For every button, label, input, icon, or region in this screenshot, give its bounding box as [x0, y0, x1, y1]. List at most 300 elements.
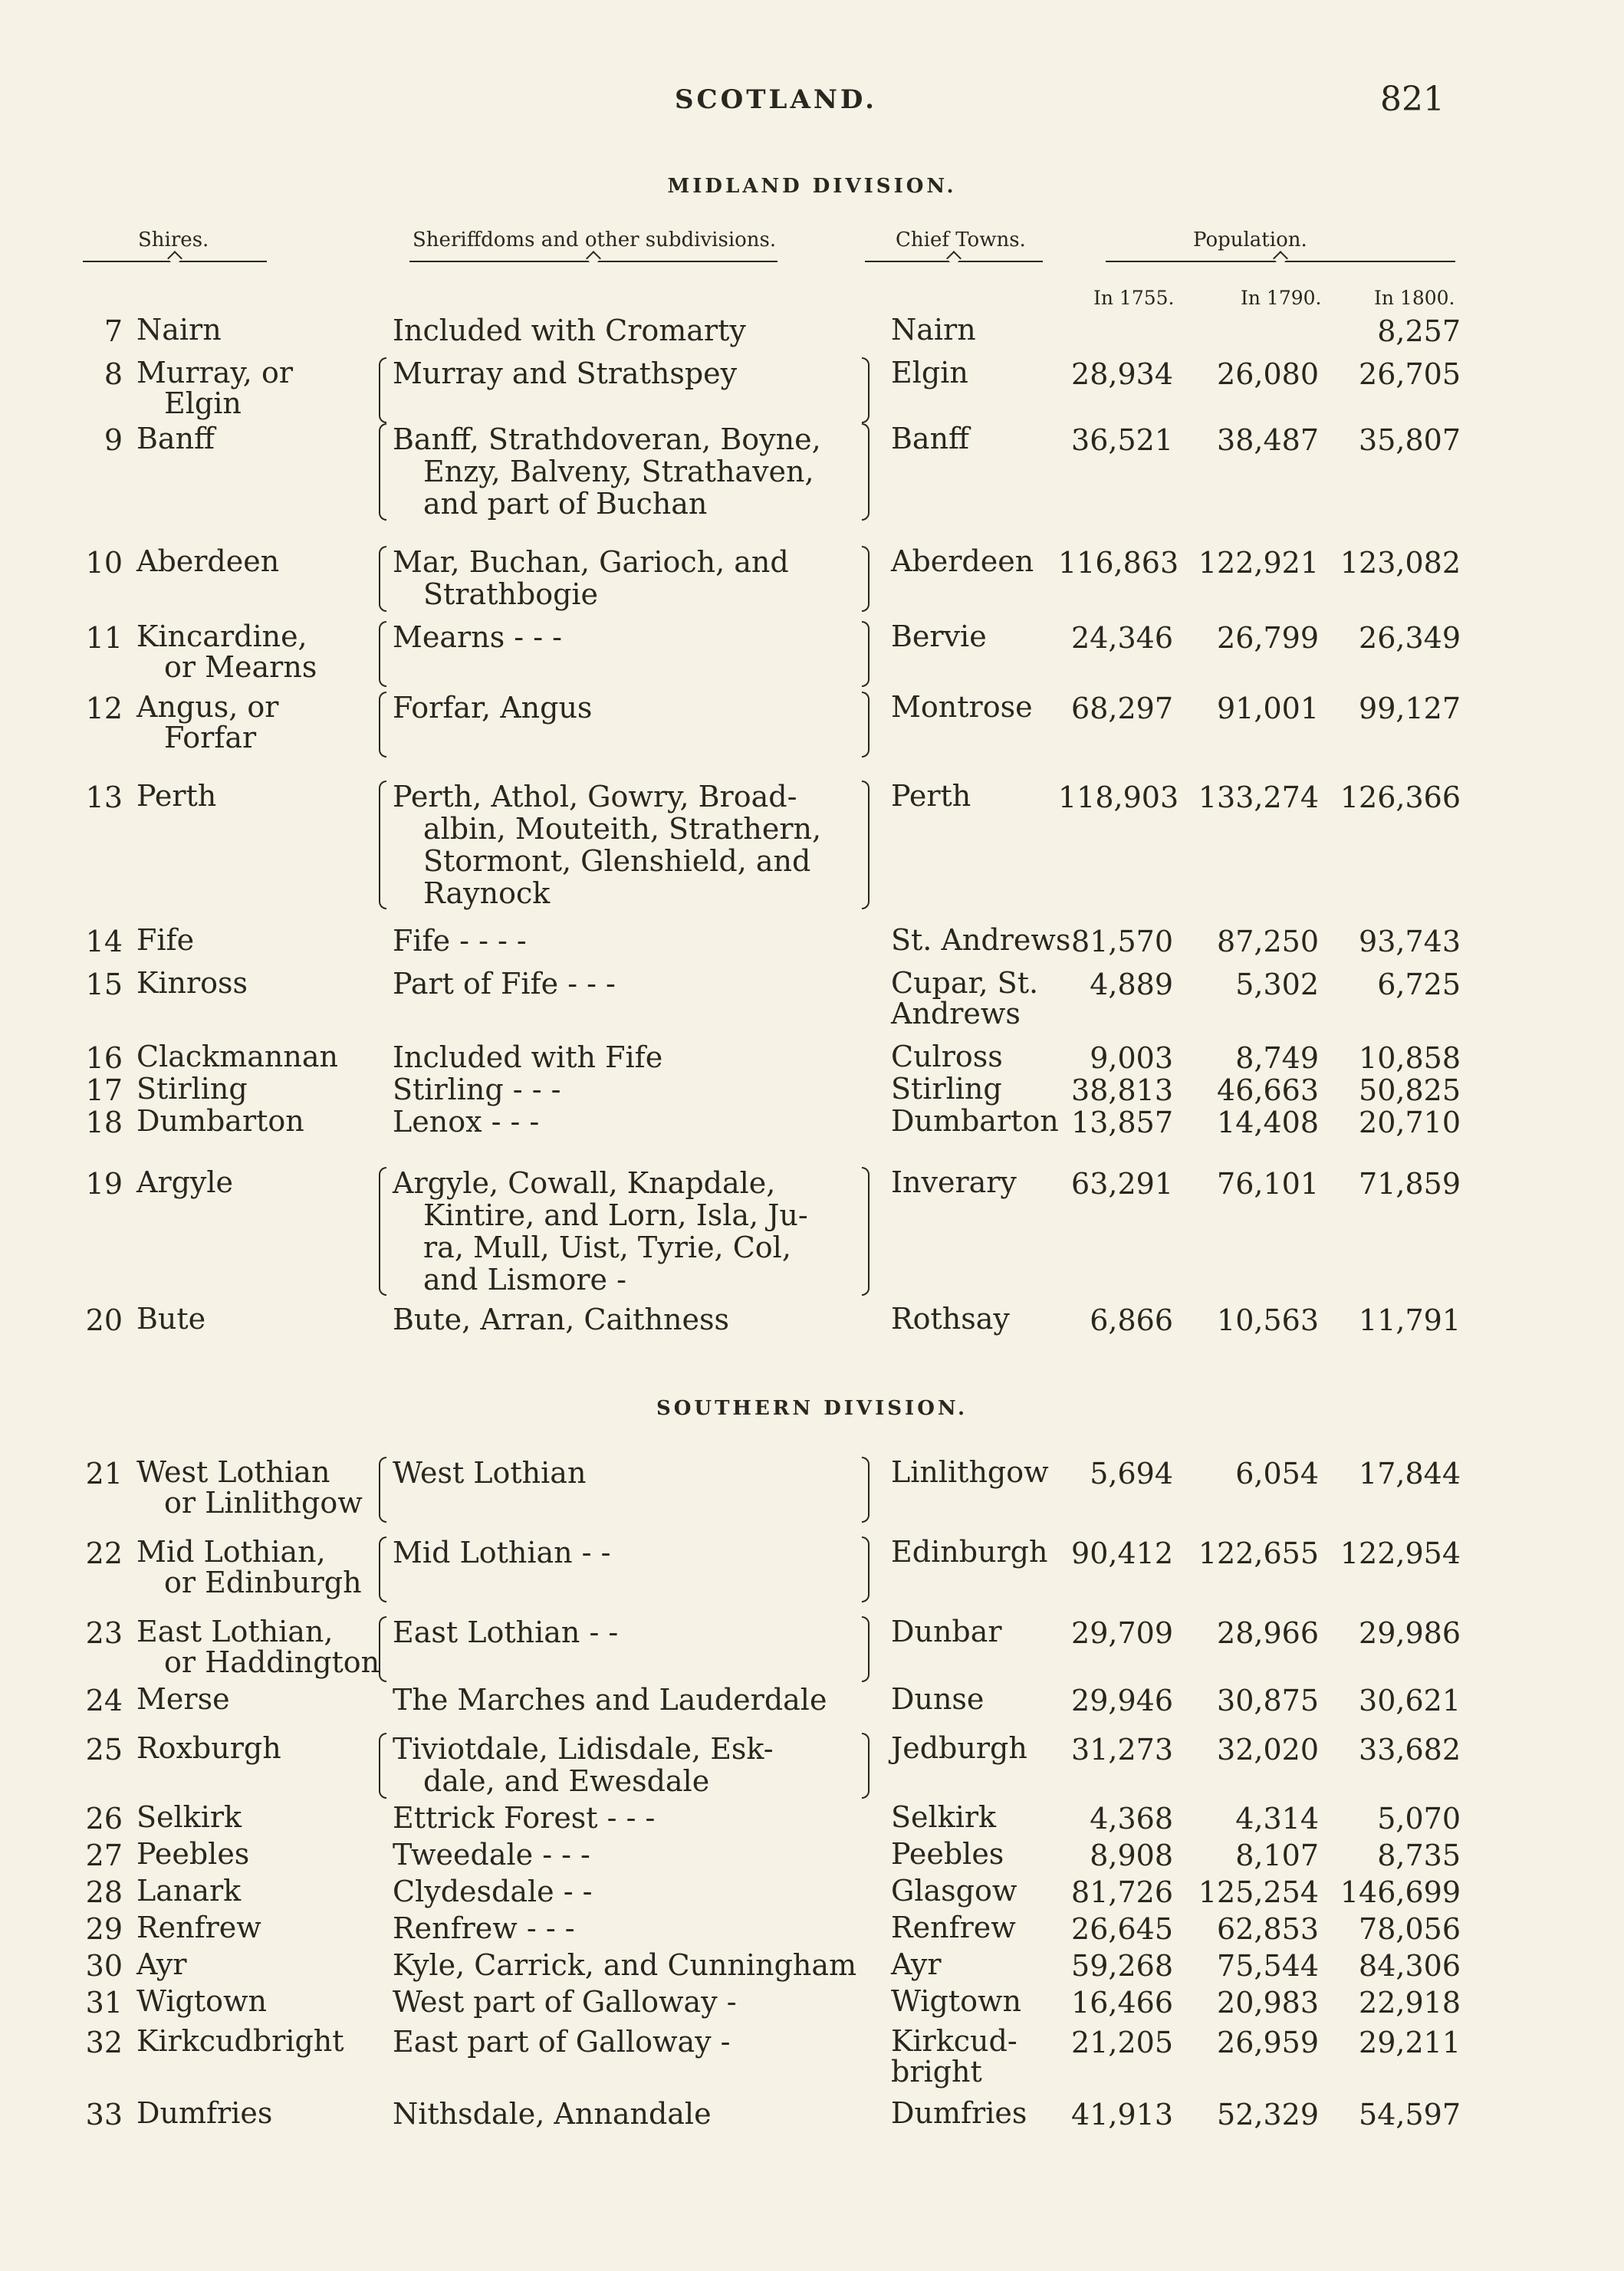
shire-name-line: Dumbarton: [136, 1104, 304, 1138]
col-head-population: Population.: [1193, 228, 1307, 251]
subdivision-text-line: Kintire, and Lorn, Isla, Ju-: [423, 1198, 808, 1232]
chief-town: [891, 2098, 1027, 2128]
population-1790: 122,921: [1198, 546, 1319, 580]
shire-name-line: Lanark: [136, 1874, 242, 1908]
chief-town: [891, 1986, 1021, 2016]
population-1755: 9,003: [1090, 1041, 1173, 1075]
shire-name-line: or Haddington: [164, 1645, 380, 1679]
population-1790: 10,563: [1217, 1303, 1319, 1337]
shire-name-line: Ayr: [136, 1947, 187, 1981]
population-1755: 90,412: [1071, 1536, 1173, 1570]
subdivision-text: [393, 1949, 856, 1981]
brace-left: [379, 1733, 386, 1799]
chief-town-line: Nairn: [891, 313, 976, 347]
shire-name-line: Elgin: [164, 386, 242, 420]
population-1790: 75,544: [1217, 1949, 1319, 1983]
shire-name-line: Renfrew: [136, 1911, 261, 1944]
chief-town-line: Wigtown: [891, 1984, 1022, 2018]
population-1800: 26,705: [1359, 357, 1461, 391]
subdivision-text: [393, 1167, 808, 1296]
chief-town-line: Culross: [891, 1040, 1003, 1073]
shire-name: [136, 1106, 304, 1136]
row-number: 24: [85, 1684, 123, 1717]
row-number: 9: [104, 423, 123, 457]
running-head: [0, 80, 1624, 130]
subdivision-text: [393, 1303, 729, 1336]
subdivision-text: [393, 314, 746, 347]
subdivision-text: [393, 692, 592, 724]
population-1800: 54,597: [1359, 2098, 1461, 2131]
subdivision-text-line: Enzy, Balveny, Strathaven,: [423, 455, 814, 488]
subdivision-text-line: Tweedale - - -: [393, 1838, 590, 1872]
shire-name-line: or Mearns: [164, 650, 317, 684]
chief-town: [891, 1536, 1047, 1567]
shire-name: [136, 1684, 230, 1714]
population-1800: 29,986: [1359, 1616, 1461, 1650]
subdivision-text-line: Stormont, Glenshield, and: [423, 844, 811, 878]
brace-left: [379, 1457, 386, 1523]
population-1790: 30,875: [1217, 1684, 1319, 1717]
row-number: 11: [85, 621, 123, 655]
subdivision-text-line: East part of Galloway -: [393, 2025, 731, 2059]
shire-name-line: or Edinburgh: [164, 1566, 362, 1599]
chief-town-line: Rothsay: [891, 1302, 1010, 1336]
chief-town-line: Banff: [891, 422, 970, 455]
chief-town-line: Renfrew: [891, 1911, 1016, 1944]
shire-name-line: Wigtown: [136, 1984, 268, 2018]
subdivision-text: [393, 1684, 827, 1716]
subdivision-text: [393, 1073, 561, 1106]
shire-name: [136, 1875, 241, 1906]
row-number: 17: [85, 1073, 123, 1107]
population-1800: 8,735: [1377, 1839, 1461, 1872]
shire-name: [136, 1802, 242, 1832]
population-1790: 32,020: [1217, 1733, 1319, 1767]
subdivision-text-line: Stirling - - -: [393, 1073, 561, 1106]
population-1790: 133,274: [1198, 781, 1319, 814]
shire-name-line: Argyle: [136, 1165, 234, 1199]
shire-name: [136, 357, 293, 419]
population-1790: 26,959: [1217, 2026, 1319, 2059]
shire-name-line: Clackmannan: [136, 1040, 338, 1073]
subdivision-text-line: Included with Fife: [393, 1040, 663, 1074]
population-1800: 123,082: [1340, 546, 1461, 580]
brace-right: [862, 621, 870, 687]
chief-town-line: Elgin: [891, 356, 968, 389]
population-1790: 87,250: [1217, 925, 1319, 958]
row-number: 27: [85, 1839, 123, 1872]
population-1755: 116,863: [1058, 546, 1179, 580]
subdivision-text: [393, 781, 821, 909]
row-number: 15: [85, 968, 123, 1001]
row-number: 31: [85, 1986, 123, 2020]
row-number: 19: [85, 1167, 123, 1201]
subdivision-text: [393, 423, 821, 520]
shire-name-line: West Lothian: [136, 1455, 330, 1489]
subdivision-text-line: Mearns - - -: [393, 620, 562, 654]
chief-town-line: Cupar, St.: [891, 966, 1039, 1000]
subdivision-text: [393, 1457, 586, 1489]
shire-name: [136, 1536, 362, 1598]
subdivision-text-line: Included with Cromarty: [393, 314, 746, 347]
subdivision-text: [393, 1875, 592, 1908]
subdivision-text-line: Renfrew - - -: [393, 1911, 575, 1945]
shire-name-line: Kincardine,: [136, 620, 307, 653]
subdivision-text: [393, 1041, 662, 1073]
brace-left: [379, 692, 386, 758]
subdivision-text-line: East Lothian - -: [393, 1615, 619, 1649]
shire-name: [136, 692, 278, 753]
population-1800: 71,859: [1359, 1167, 1461, 1201]
subdivision-text: [393, 2026, 731, 2058]
year-1800: In 1800.: [1374, 287, 1455, 309]
chief-town-line: Aberdeen: [891, 544, 1034, 578]
brace-right: [862, 781, 870, 909]
population-1790: 5,302: [1235, 968, 1319, 1001]
population-1790: 8,749: [1235, 1041, 1319, 1075]
shire-name-line: Kinross: [136, 966, 248, 1000]
shire-name: [136, 1303, 205, 1334]
subdivision-text-line: ra, Mull, Uist, Tyrie, Col,: [423, 1231, 791, 1264]
page-number: 821: [1380, 80, 1445, 119]
population-1755: 63,291: [1071, 1167, 1173, 1201]
chief-town-line: Dumbarton: [891, 1104, 1059, 1138]
row-number: 10: [85, 546, 123, 580]
chief-town-line: Bervie: [891, 620, 987, 653]
population-1755: 41,913: [1071, 2098, 1173, 2131]
chief-town: [891, 423, 969, 454]
shires-brace: [83, 261, 267, 276]
population-1790: 26,080: [1217, 357, 1319, 391]
subdivision-text-line: Clydesdale - -: [393, 1875, 593, 1908]
chief-town: [891, 1949, 942, 1980]
col-head-towns: Chief Towns.: [896, 228, 1026, 251]
subdivision-text-line: Murray and Strathspey: [393, 357, 738, 390]
chief-town-line: Montrose: [891, 690, 1033, 724]
row-number: 20: [85, 1303, 123, 1337]
population-1800: 5,070: [1377, 1802, 1461, 1836]
chief-town: [891, 781, 971, 811]
chief-town-line: Ayr: [891, 1947, 942, 1981]
chief-town-line: Dunbar: [891, 1615, 1002, 1648]
chief-town: [891, 1802, 996, 1832]
chief-town: [891, 1303, 1010, 1334]
southern-division-title: SOUTHERN DIVISION.: [656, 1397, 968, 1420]
chief-town-line: Dunse: [891, 1682, 985, 1716]
shire-name-line: or Linlithgow: [164, 1486, 363, 1520]
shire-name: [136, 546, 279, 577]
population-1800: 20,710: [1359, 1106, 1461, 1139]
chief-town: [891, 621, 987, 652]
chief-town-line: Dumfries: [891, 2096, 1027, 2130]
subdivision-text-line: Bute, Arran, Caithness: [393, 1303, 729, 1336]
subdivision-text-line: Lenox - - -: [393, 1105, 540, 1139]
chief-town-line: Edinburgh: [891, 1535, 1048, 1569]
population-1755: 31,273: [1071, 1733, 1173, 1767]
chief-town: [891, 2026, 1017, 2087]
shire-name: [136, 1986, 267, 2016]
population-1800: 126,366: [1340, 781, 1461, 814]
brace-left: [379, 423, 386, 521]
population-1790: 52,329: [1217, 2098, 1319, 2131]
subdivision-text: [393, 1802, 655, 1834]
subdivision-text: [393, 1106, 539, 1138]
subdivision-text: [393, 1733, 774, 1797]
shire-name-line: Angus, or: [136, 690, 279, 724]
shire-name-line: Aberdeen: [136, 544, 280, 578]
population-1800: 78,056: [1359, 1912, 1461, 1946]
shire-name: [136, 2098, 272, 2128]
population-1790: 20,983: [1217, 1986, 1319, 2020]
chief-town-line: Andrews: [891, 997, 1021, 1030]
shire-name-line: Mid Lothian,: [136, 1535, 326, 1569]
shire-name-line: Banff: [136, 422, 215, 455]
shire-name-line: Perth: [136, 779, 217, 813]
subdivision-text-line: dale, and Ewesdale: [423, 1764, 710, 1798]
subdivision-text-line: Ettrick Forest - - -: [393, 1801, 656, 1835]
population-1755: 21,205: [1071, 2026, 1173, 2059]
shire-name: [136, 1041, 338, 1072]
subdivision-text-line: Mar, Buchan, Garioch, and: [393, 545, 789, 579]
population-1800: 26,349: [1359, 621, 1461, 655]
brace-right: [862, 1457, 870, 1523]
subdivision-text-line: Kyle, Carrick, and Cunningham: [393, 1948, 857, 1982]
chief-town-line: Jedburgh: [891, 1731, 1027, 1765]
chief-town: [891, 1106, 1059, 1136]
population-1755: 6,866: [1090, 1303, 1173, 1337]
population-1790: 125,254: [1198, 1875, 1319, 1909]
subdivision-text: [393, 1839, 590, 1871]
row-number: 30: [85, 1949, 123, 1983]
subdivisions-brace: [409, 261, 777, 276]
brace-right: [862, 546, 870, 612]
row-number: 26: [85, 1802, 123, 1836]
subdivision-text-line: West Lothian: [393, 1456, 587, 1490]
chief-town: [891, 1684, 984, 1714]
population-1800: 146,699: [1340, 1875, 1461, 1909]
chief-town-line: St. Andrews: [891, 923, 1071, 957]
midland-division-title: MIDLAND DIVISION.: [667, 175, 957, 198]
shire-name: [136, 1167, 233, 1198]
chief-town: [891, 314, 976, 345]
population-1755: 59,268: [1071, 1949, 1173, 1983]
shire-name-line: Merse: [136, 1682, 230, 1716]
chief-town-line: Linlithgow: [891, 1455, 1049, 1489]
population-1790: 8,107: [1235, 1839, 1319, 1872]
brace-right: [862, 1167, 870, 1296]
subdivision-text-line: The Marches and Lauderdale: [393, 1683, 827, 1717]
population-1755: 16,466: [1071, 1986, 1173, 2020]
population-1755: 5,694: [1090, 1457, 1173, 1490]
shire-name: [136, 2026, 344, 2056]
row-number: 7: [104, 314, 123, 348]
population-1790: 6,054: [1235, 1457, 1319, 1490]
population-1800: 30,621: [1359, 1684, 1461, 1717]
population-1800: 35,807: [1359, 423, 1461, 457]
chief-town: [891, 1875, 1017, 1906]
population-1800: 11,791: [1359, 1303, 1461, 1337]
population-1790: 122,655: [1198, 1536, 1319, 1570]
chief-town: [891, 1167, 1017, 1198]
shire-name-line: Murray, or: [136, 356, 293, 389]
brace-left: [379, 357, 386, 423]
row-number: 13: [85, 781, 123, 814]
population-1755: 13,857: [1071, 1106, 1173, 1139]
population-1800: 84,306: [1359, 1949, 1461, 1983]
population-1755: 8,908: [1090, 1839, 1173, 1872]
population-1790: 76,101: [1217, 1167, 1319, 1201]
chief-town: [891, 357, 968, 388]
population-1755: 81,726: [1071, 1875, 1173, 1909]
population-1790: 62,853: [1217, 1912, 1319, 1946]
subdivision-text-line: Banff, Strathdoveran, Boyne,: [393, 422, 821, 456]
shire-name: [136, 1949, 187, 1980]
row-number: 32: [85, 2026, 123, 2059]
year-1790: In 1790.: [1241, 287, 1322, 309]
subdivision-text-line: Part of Fife - - -: [393, 967, 616, 1001]
brace-left: [379, 546, 386, 612]
row-number: 21: [85, 1457, 123, 1490]
brace-right: [862, 1616, 870, 1682]
shire-name-line: Dumfries: [136, 2096, 273, 2130]
chief-town-line: Inverary: [891, 1165, 1017, 1199]
chief-town: [891, 1073, 1002, 1104]
chief-town: [891, 925, 1070, 955]
population-1800: 93,743: [1359, 925, 1461, 958]
shire-name-line: Selkirk: [136, 1800, 242, 1834]
chief-town-line: bright: [891, 2055, 982, 2089]
shire-name-line: East Lothian,: [136, 1615, 334, 1648]
subdivision-text: [393, 357, 737, 389]
chief-town-line: Glasgow: [891, 1874, 1017, 1908]
subdivision-text: [393, 1616, 618, 1648]
population-1755: 38,813: [1071, 1073, 1173, 1107]
row-number: 18: [85, 1106, 123, 1139]
row-number: 14: [85, 925, 123, 958]
chief-town: [891, 692, 1033, 722]
chief-town: [891, 1912, 1016, 1943]
row-number: 29: [85, 1912, 123, 1946]
shire-name: [136, 781, 216, 811]
subdivision-text-line: Strathbogie: [423, 577, 599, 611]
subdivision-text-line: Perth, Athol, Gowry, Broad-: [393, 780, 797, 813]
chief-town: [891, 1457, 1049, 1487]
shire-name: [136, 423, 215, 454]
shire-name-line: Kirkcudbright: [136, 2024, 344, 2058]
population-1800: 29,211: [1359, 2026, 1461, 2059]
shire-name: [136, 968, 248, 998]
row-number: 8: [104, 357, 123, 391]
subdivision-text-line: Argyle, Cowall, Knapdale,: [393, 1166, 776, 1200]
brace-right: [862, 357, 870, 423]
chief-town-line: Stirling: [891, 1072, 1002, 1106]
col-head-subdivisions: Sheriffdoms and other subdivisions.: [413, 228, 777, 251]
population-1800: 6,725: [1377, 968, 1461, 1001]
subdivision-text-line: albin, Mouteith, Strathern,: [423, 812, 822, 846]
shire-name: [136, 1457, 363, 1518]
shire-name-line: Peebles: [136, 1837, 250, 1871]
brace-left: [379, 621, 386, 687]
population-1755: 24,346: [1071, 621, 1173, 655]
population-1800: 10,858: [1359, 1041, 1461, 1075]
population-1790: 91,001: [1217, 692, 1319, 725]
shire-name: [136, 1073, 248, 1104]
chief-town: [891, 546, 1034, 577]
population-1800: 8,257: [1377, 314, 1461, 348]
shire-name: [136, 621, 317, 682]
subdivision-text: [393, 1986, 737, 2018]
population-1755: 4,368: [1090, 1802, 1173, 1836]
population-1800: 33,682: [1359, 1733, 1461, 1767]
population-1755: 4,889: [1090, 968, 1173, 1001]
population-1800: 17,844: [1359, 1457, 1461, 1490]
brace-right: [862, 1733, 870, 1799]
col-head-shires: Shires.: [138, 228, 209, 251]
shire-name-line: Roxburgh: [136, 1731, 281, 1765]
subdivision-text: [393, 546, 789, 610]
population-1790: 4,314: [1235, 1802, 1319, 1836]
subdivision-text-line: West part of Galloway -: [393, 1985, 737, 2019]
population-1790: 14,408: [1217, 1106, 1319, 1139]
brace-left: [379, 1616, 386, 1682]
chief-town: [891, 1616, 1002, 1647]
population-1755: 81,570: [1071, 925, 1173, 958]
row-number: 22: [85, 1536, 123, 1570]
brace-right: [862, 423, 870, 521]
shire-name: [136, 1616, 380, 1678]
population-1790: 28,966: [1217, 1616, 1319, 1650]
row-number: 28: [85, 1875, 123, 1909]
chief-town-line: Selkirk: [891, 1800, 997, 1834]
shire-name: [136, 1839, 249, 1869]
subdivision-text-line: and Lismore -: [423, 1263, 626, 1297]
population-1755: 68,297: [1071, 692, 1173, 725]
shire-name: [136, 1733, 281, 1763]
population-brace: [1106, 261, 1455, 276]
row-number: 25: [85, 1733, 123, 1767]
shire-name-line: Stirling: [136, 1072, 248, 1106]
population-1755: 36,521: [1071, 423, 1173, 457]
population-1755: 28,934: [1071, 357, 1173, 391]
chief-town-line: Perth: [891, 779, 971, 813]
shire-name: [136, 1912, 261, 1943]
population-1800: 50,825: [1359, 1073, 1461, 1107]
shire-name: [136, 925, 194, 955]
subdivision-text-line: Tiviotdale, Lidisdale, Esk-: [393, 1732, 774, 1766]
subdivision-text: [393, 621, 562, 653]
subdivision-text: [393, 925, 527, 957]
subdivision-text-line: Mid Lothian - -: [393, 1536, 611, 1569]
population-1755: 118,903: [1058, 781, 1179, 814]
subdivision-text-line: Forfar, Angus: [393, 691, 593, 725]
population-1800: 99,127: [1359, 692, 1461, 725]
row-number: 16: [85, 1041, 123, 1075]
subdivision-text-line: Fife - - - -: [393, 924, 527, 958]
subdivision-text-line: Raynock: [423, 876, 551, 910]
chief-town-line: Kirkcud-: [891, 2024, 1017, 2058]
chief-town: [891, 968, 1038, 1029]
population-1790: 46,663: [1217, 1073, 1319, 1107]
row-number: 33: [85, 2098, 123, 2131]
shire-name-line: Forfar: [164, 721, 257, 754]
chief-town: [891, 1839, 1004, 1869]
brace-right: [862, 692, 870, 758]
brace-left: [379, 1536, 386, 1602]
subdivision-text: [393, 2098, 712, 2130]
chief-town-line: Peebles: [891, 1837, 1004, 1871]
year-1755: In 1755.: [1093, 287, 1175, 309]
shire-name-line: Bute: [136, 1302, 206, 1336]
